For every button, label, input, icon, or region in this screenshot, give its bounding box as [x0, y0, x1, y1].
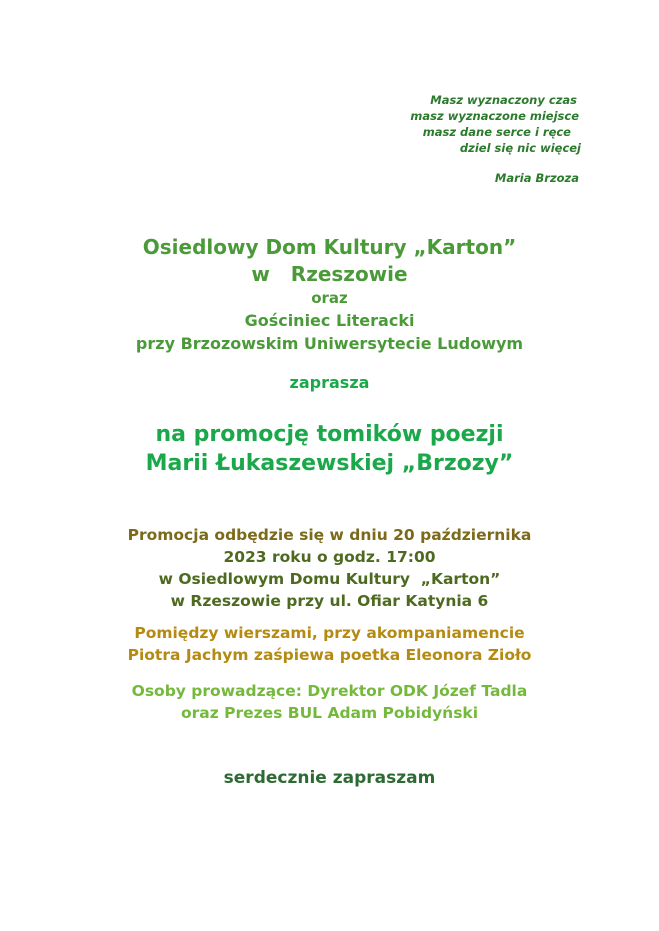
closing-line: serdecznie zapraszam	[223, 768, 436, 788]
organizers-heading	[0, 234, 659, 355]
event-title-line: Marii Łukaszewskiej „Brzozy”	[145, 451, 514, 476]
hosts-line: Osoby prowadzące: Dyrektor ODK Józef Tadla	[131, 682, 528, 700]
poem-line: masz dane serce i ręce	[422, 125, 571, 139]
event-title-line: na promocję tomików poezji	[155, 422, 504, 447]
music-line: Piotra Jachym zaśpiewa poetka Eleonora Zioło	[127, 646, 532, 664]
poem-line: masz wyznaczone miejsce	[410, 109, 579, 123]
poem-author: Maria Brzoza	[494, 171, 579, 185]
event-title	[0, 420, 659, 478]
epigraph-poem	[321, 92, 581, 186]
organizer-conjunction: oraz	[311, 289, 348, 307]
organizer-city: w Rzeszowie	[251, 262, 408, 286]
hosts-info	[0, 680, 659, 724]
poem-line: Masz wyznaczony czas	[430, 93, 577, 107]
event-date-line: Promocja odbędzie się w dniu 20 października	[127, 526, 532, 544]
organizer-name: Osiedlowy Dom Kultury „Karton”	[142, 235, 517, 259]
hosts-line: oraz Prezes BUL Adam Pobidyński	[180, 704, 479, 722]
event-details	[0, 524, 659, 612]
invite-verb: zaprasza	[289, 373, 370, 392]
music-note	[0, 622, 659, 666]
music-line: Pomiędzy wierszami, przy akompaniamencie	[134, 624, 525, 642]
co-organizer-name: Gościniec Literacki	[244, 311, 415, 330]
event-venue-line: w Osiedlowym Domu Kultury „Karton”	[158, 570, 501, 588]
event-address-line: w Rzeszowie przy ul. Ofiar Katynia 6	[170, 592, 489, 610]
co-organizer-affiliation: przy Brzozowskim Uniwersytecie Ludowym	[135, 334, 524, 353]
event-time-line: 2023 roku o godz. 17:00	[223, 548, 436, 566]
poem-line: dziel się nic więcej	[459, 141, 581, 155]
